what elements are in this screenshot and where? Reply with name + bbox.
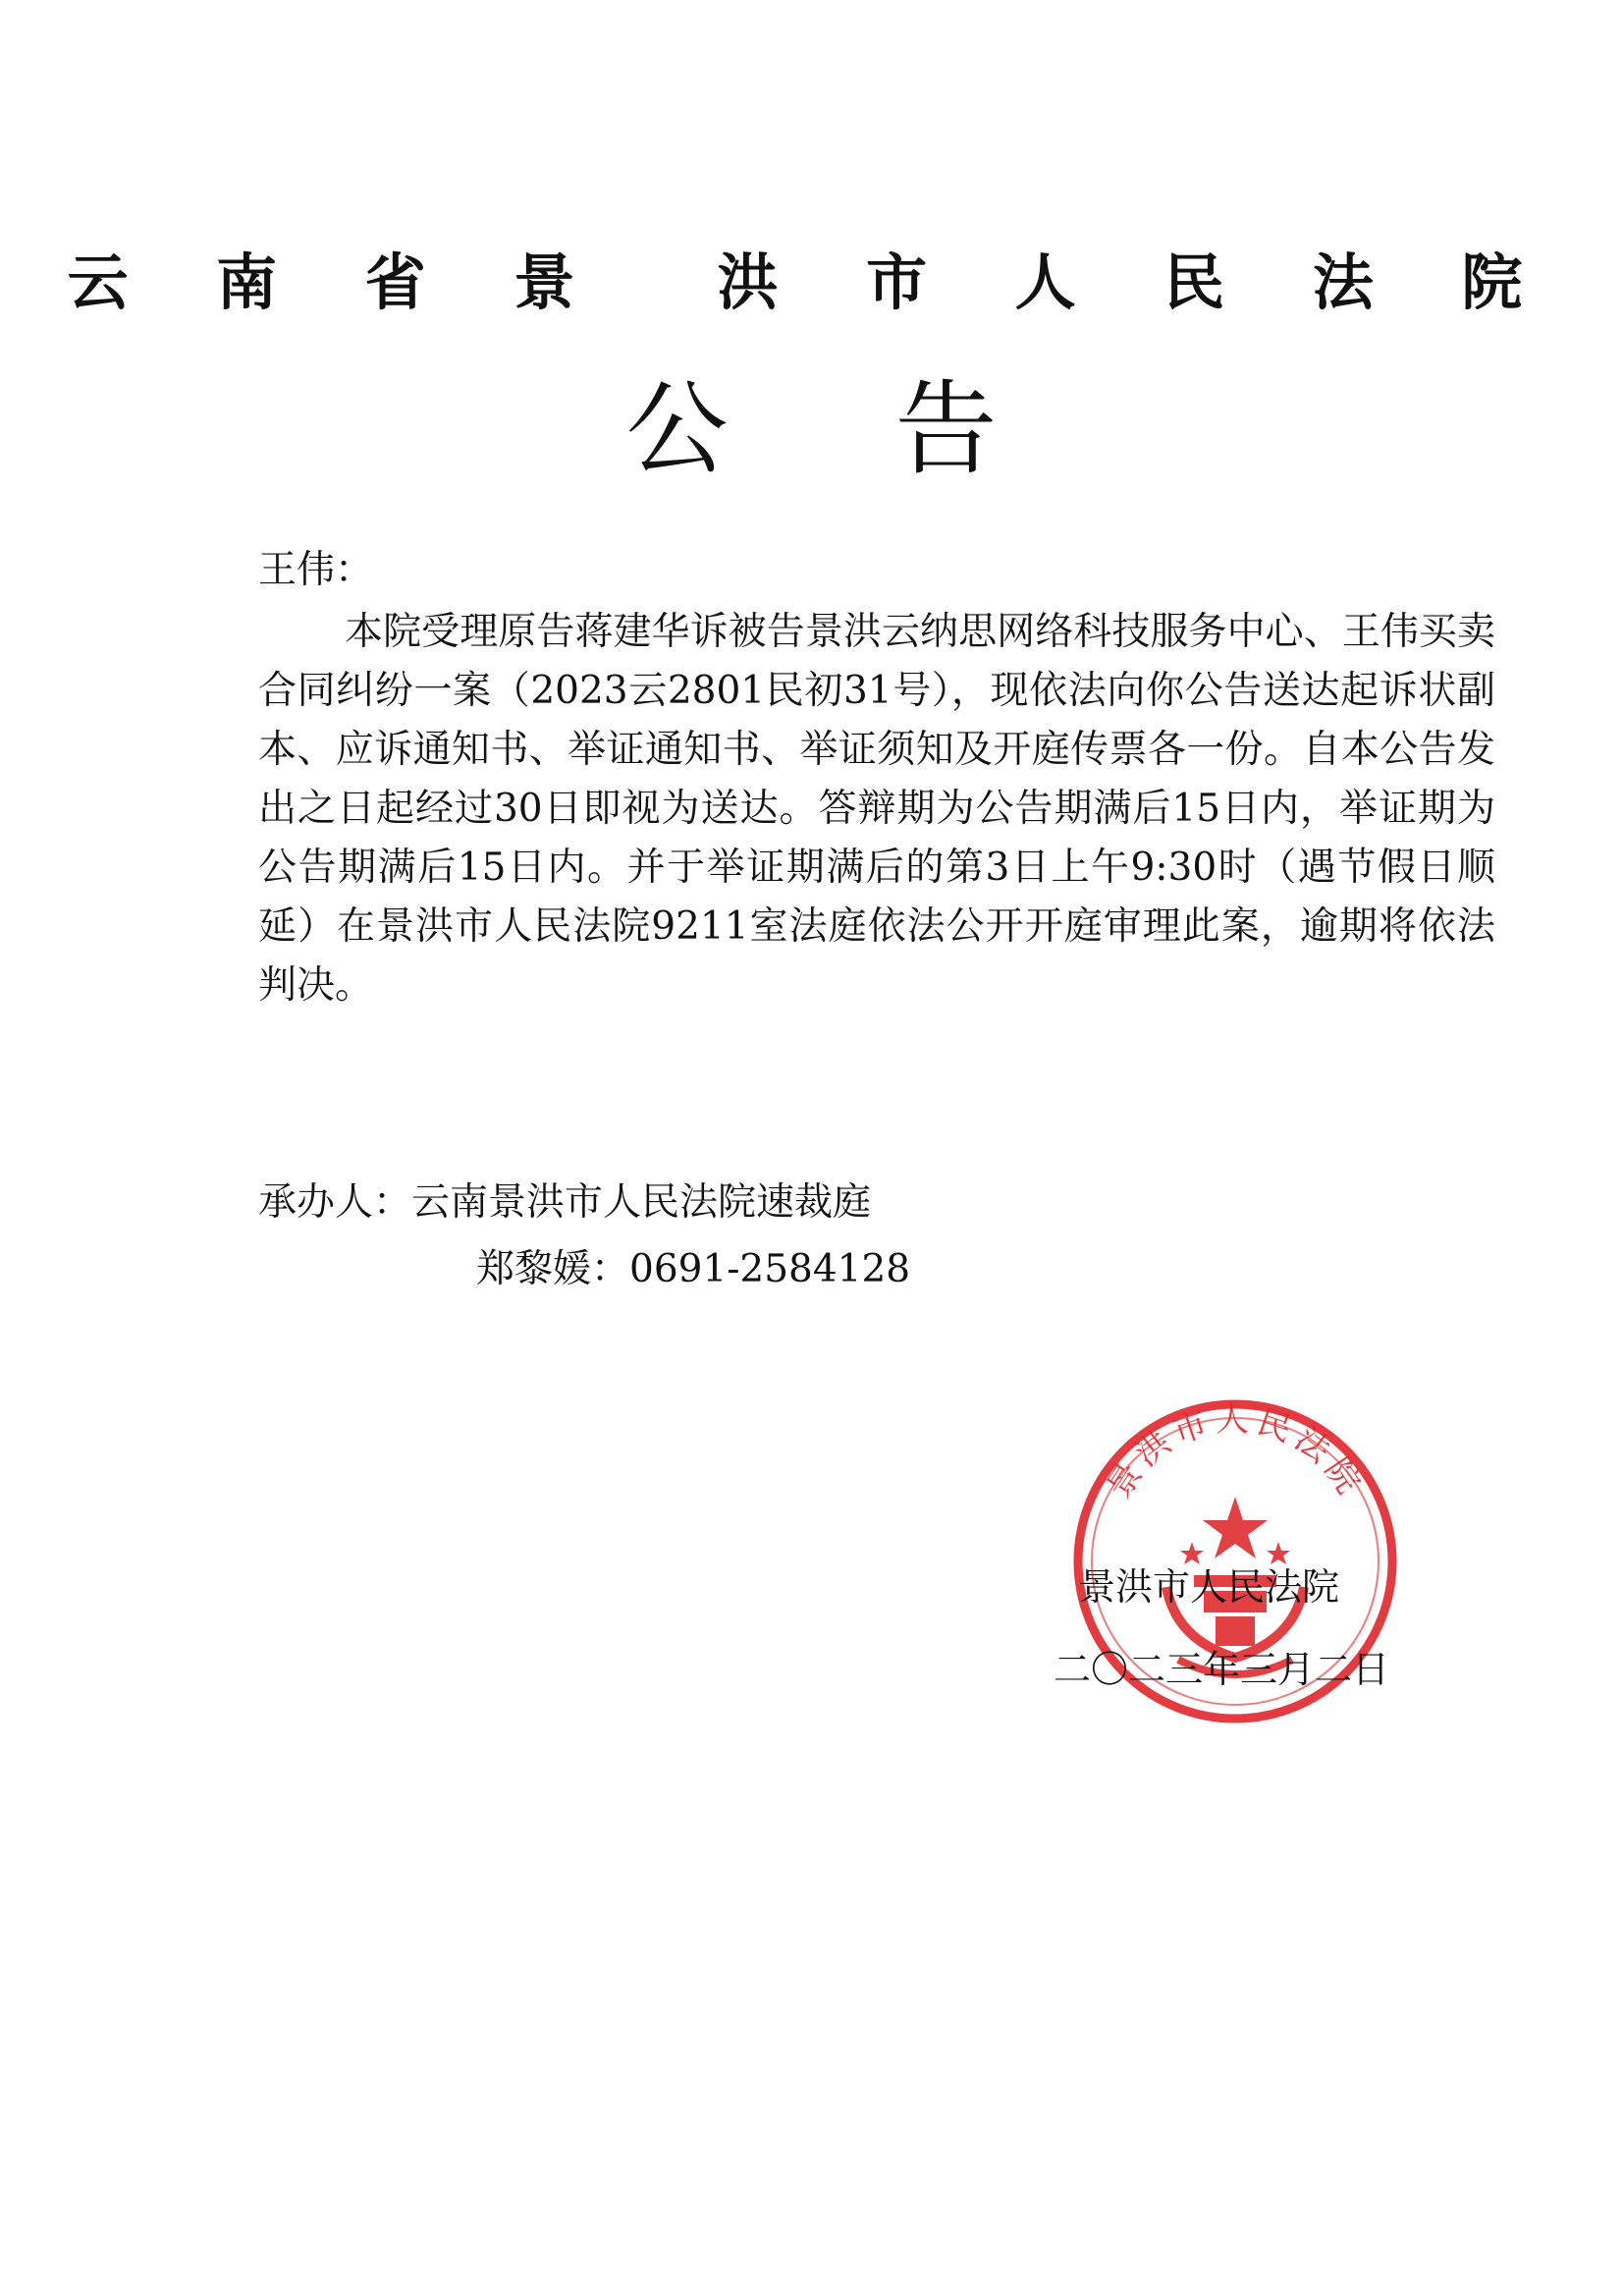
seal-text: 景洪市人民法院 [1099, 1400, 1372, 1506]
notice-title: 公告 [625, 369, 1164, 489]
court-name: 云 南 省 景 洪 市 人 民 法 院 [67, 246, 1556, 318]
contact-line: 郑黎媛：0691-2584128 [476, 1247, 911, 1291]
handler-line: 承办人：云南景洪市人民法院速裁庭 [258, 1180, 872, 1225]
salutation: 王伟： [258, 548, 374, 592]
signature-org: 景洪市人民法院 [1078, 1565, 1340, 1609]
notice-body: 本院受理原告蒋建华诉被告景洪云纳思网络科技服务中心、王伟买卖合同纠纷一案（2023云2801民初31号），现依法向你公告送达起诉状副本、应诉通知书、举证通知书、举证须知及开庭传票各一份。自本公告发出之日起经过30日即视为送达。答辩期为公告期满后15日内，举证期为公告期满后15日内。并于举证期满后的第3日上午9:30时（遇节假日顺延）在景洪市人民法院9211室法庭依法公开开庭审理此案，逾期将依法判决。 [258, 610, 1495, 1008]
signature-date: 二〇二三年三月二日 [1054, 1648, 1390, 1691]
